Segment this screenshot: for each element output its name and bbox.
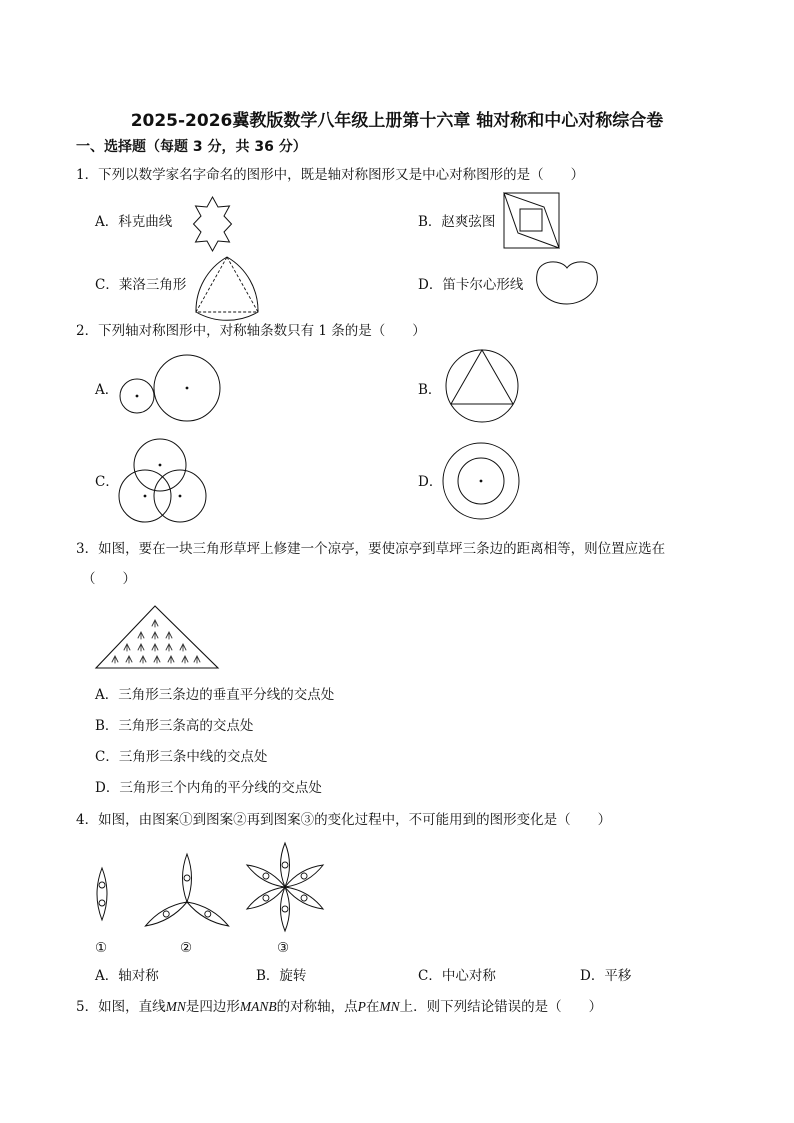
q1-option-d: D．笛卡尔心形线 bbox=[418, 277, 524, 293]
q5-text-1: 5．如图，直线 bbox=[76, 999, 166, 1015]
triangle-in-circle-figure bbox=[444, 348, 520, 424]
q5-var-point: P bbox=[357, 999, 366, 1014]
q2-option-b: B． bbox=[418, 382, 442, 398]
q5-stem bbox=[76, 998, 602, 1016]
q3-stem-line2: （ ） bbox=[82, 571, 136, 587]
three-overlapping-circles-figure bbox=[117, 436, 209, 526]
section-heading: 一、选择题（每题 3 分，共 36 分） bbox=[76, 139, 307, 155]
q2-option-d: D． bbox=[418, 474, 443, 490]
q3-option-b: B．三角形三条高的交点处 bbox=[95, 718, 254, 734]
q4-option-c: C．中心对称 bbox=[418, 968, 496, 984]
pattern-3-figure bbox=[244, 841, 326, 933]
q3-option-c: C．三角形三条中线的交点处 bbox=[95, 749, 268, 765]
q4-label-2: ② bbox=[180, 940, 193, 956]
q4-option-a: A．轴对称 bbox=[95, 968, 159, 984]
q5-text-5: 上．则下列结论错误的是（ ） bbox=[399, 999, 603, 1015]
cardioid-figure bbox=[533, 258, 601, 308]
q3-stem-line1: 3．如图，要在一块三角形草坪上修建一个凉亭，要使凉亭到草坪三条边的距离相等，则位置应选在 bbox=[76, 541, 666, 557]
q5-text-4: 在 bbox=[365, 999, 380, 1015]
q4-option-d: D．平移 bbox=[580, 968, 632, 984]
grass-triangle-figure bbox=[94, 604, 220, 670]
zhao-shuang-diagram-figure bbox=[503, 192, 561, 250]
two-tangent-circles-figure bbox=[117, 354, 223, 424]
reuleaux-triangle-figure bbox=[193, 254, 261, 318]
pattern-2-figure bbox=[146, 852, 228, 928]
q5-text-3: 的对称轴，点 bbox=[276, 999, 358, 1015]
q3-option-a: A．三角形三条边的垂直平分线的交点处 bbox=[95, 687, 335, 703]
q2-option-c: C． bbox=[95, 474, 119, 490]
q2-stem: 2．下列轴对称图形中，对称轴条数只有 1 条的是（ ） bbox=[76, 323, 426, 339]
concentric-circles-figure bbox=[441, 441, 521, 521]
q1-option-b: B．赵爽弦图 bbox=[418, 214, 496, 230]
q4-option-b: B．旋转 bbox=[256, 968, 307, 984]
pattern-1-figure bbox=[92, 865, 112, 923]
q2-option-a: A． bbox=[95, 382, 119, 398]
q5-text-2: 是四边形 bbox=[185, 999, 240, 1015]
q4-stem: 4．如图，由图案①到图案②再到图案③的变化过程中，不可能用到的图形变化是（ ） bbox=[76, 812, 612, 828]
page-title: 2025-2026冀教版数学八年级上册第十六章 轴对称和中心对称综合卷 bbox=[130, 111, 664, 131]
q4-label-3: ③ bbox=[277, 940, 290, 956]
q3-option-d: D．三角形三个内角的平分线的交点处 bbox=[95, 780, 322, 796]
q1-stem: 1．下列以数学家名字命名的图形中，既是轴对称图形又是中心对称图形的是（ ） bbox=[76, 167, 585, 183]
q5-var-quadrilateral: MANB bbox=[239, 999, 277, 1014]
q1-option-a: A．科克曲线 bbox=[95, 214, 173, 230]
q5-var-line-2: MN bbox=[379, 999, 400, 1014]
q5-var-line: MN bbox=[165, 999, 186, 1014]
koch-snowflake-figure bbox=[180, 192, 245, 257]
q1-option-c: C．莱洛三角形 bbox=[95, 277, 187, 293]
q4-label-1: ① bbox=[95, 940, 108, 956]
